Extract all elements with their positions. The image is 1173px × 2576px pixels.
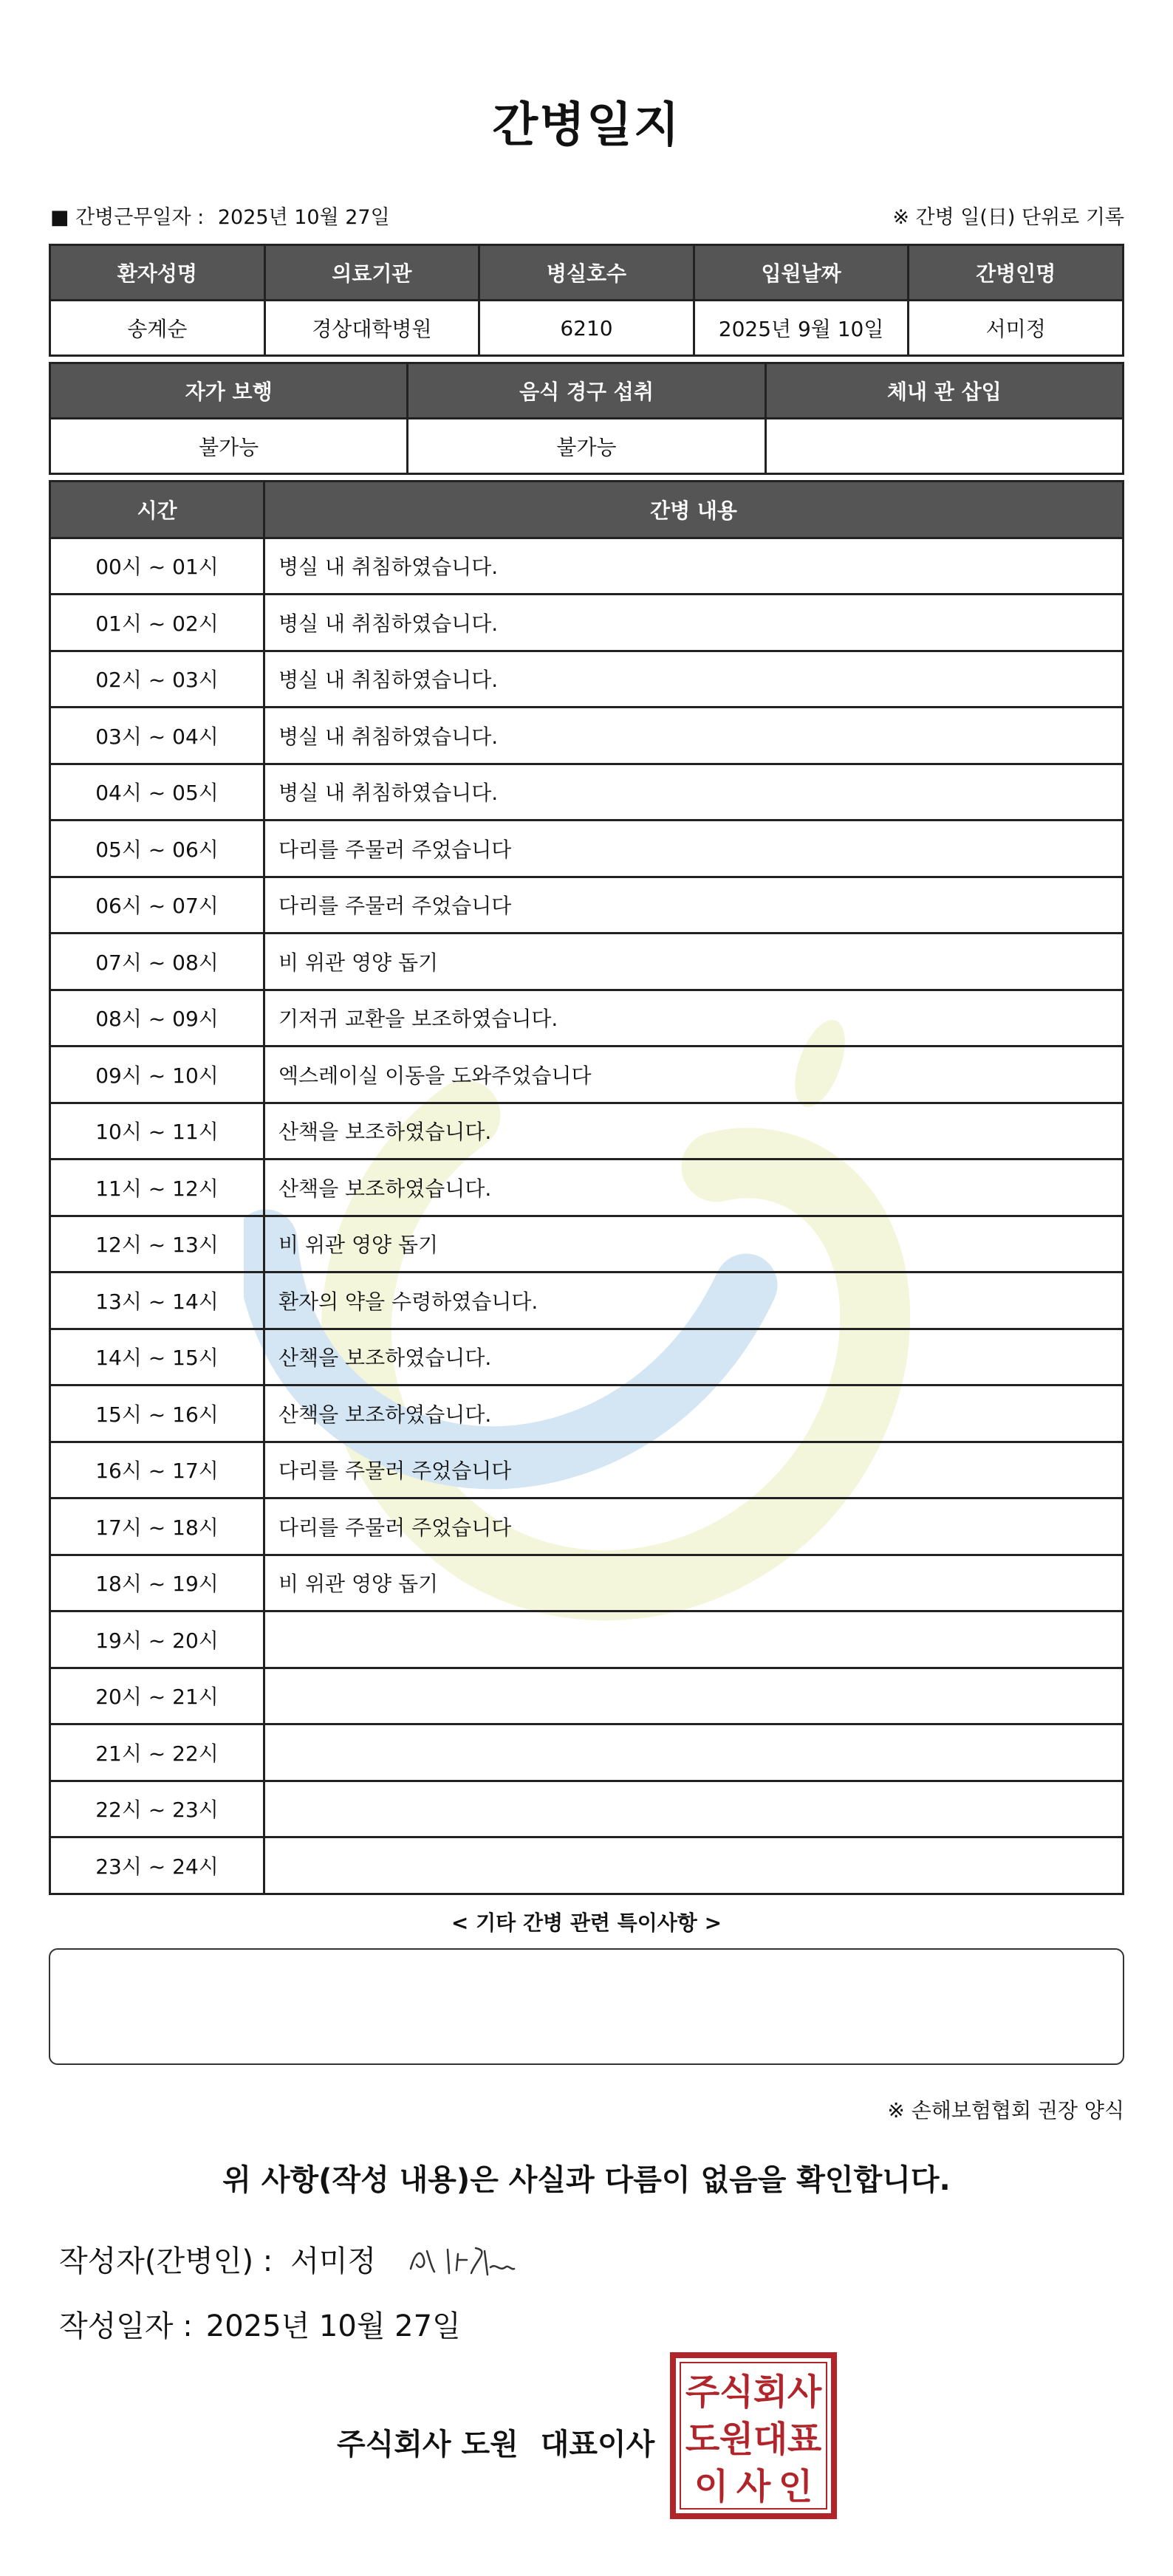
writer-name: 서미정 bbox=[290, 2244, 377, 2278]
content-cell: 산책을 보조하였습니다. bbox=[264, 1159, 1124, 1216]
header-hospital: 의료기관 bbox=[264, 245, 479, 301]
confirmation-statement: 위 사항(작성 내용)은 사실과 다름이 없음을 확인합니다. bbox=[222, 2163, 951, 2197]
time-cell: 19시 ~ 20시 bbox=[50, 1611, 264, 1668]
work-date bbox=[50, 201, 390, 230]
header-tube: 체내 관 삽입 bbox=[765, 363, 1123, 419]
time-cell: 07시 ~ 08시 bbox=[50, 934, 264, 990]
table-row bbox=[50, 877, 1124, 934]
header-care-content: 간병 내용 bbox=[264, 482, 1124, 538]
table-row bbox=[50, 1385, 1124, 1442]
time-cell: 03시 ~ 04시 bbox=[50, 708, 264, 764]
svg-text:이: 이 bbox=[694, 2466, 729, 2507]
svg-text:회: 회 bbox=[753, 2371, 788, 2413]
content-cell: 기저귀 교환을 보조하였습니다. bbox=[264, 990, 1124, 1046]
table-row bbox=[50, 1498, 1124, 1555]
admission-date: 2025년 9월 10일 bbox=[694, 301, 909, 356]
content-cell: 비 위관 영양 돕기 bbox=[264, 1216, 1124, 1272]
time-cell: 17시 ~ 18시 bbox=[50, 1498, 264, 1555]
time-cell: 06시 ~ 07시 bbox=[50, 877, 264, 934]
svg-text:도: 도 bbox=[685, 2419, 720, 2460]
time-cell: 04시 ~ 05시 bbox=[50, 764, 264, 821]
header-patient-name: 환자성명 bbox=[50, 245, 265, 301]
time-cell: 00시 ~ 01시 bbox=[50, 538, 264, 595]
svg-text:대: 대 bbox=[753, 2419, 788, 2460]
content-cell bbox=[264, 1668, 1124, 1724]
content-cell: 비 위관 영양 돕기 bbox=[264, 934, 1124, 990]
table-row bbox=[50, 1216, 1124, 1272]
content-cell: 산책을 보조하였습니다. bbox=[264, 1385, 1124, 1442]
table-row bbox=[50, 821, 1124, 877]
company-name: 주식회사 도원 bbox=[337, 2428, 519, 2462]
table-row bbox=[50, 934, 1124, 990]
header-time: 시간 bbox=[50, 482, 264, 538]
time-cell: 15시 ~ 16시 bbox=[50, 1385, 264, 1442]
header-oral-intake: 음식 경구 섭취 bbox=[408, 363, 765, 419]
table-row bbox=[50, 1159, 1124, 1216]
table-row bbox=[50, 1272, 1124, 1329]
header-walking: 자가 보행 bbox=[50, 363, 408, 419]
header-caregiver-name: 간병인명 bbox=[909, 245, 1124, 301]
table-row bbox=[50, 1329, 1124, 1385]
time-cell: 18시 ~ 19시 bbox=[50, 1555, 264, 1611]
patient-name: 송계순 bbox=[50, 301, 265, 356]
table-row bbox=[50, 1442, 1124, 1498]
content-cell: 병실 내 취침하였습니다. bbox=[264, 595, 1124, 651]
room-number: 6210 bbox=[479, 301, 694, 356]
table-row bbox=[50, 708, 1124, 764]
content-cell: 다리를 주물러 주었습니다 bbox=[264, 1498, 1124, 1555]
time-cell: 23시 ~ 24시 bbox=[50, 1837, 264, 1894]
tube-status bbox=[765, 419, 1123, 474]
time-cell: 16시 ~ 17시 bbox=[50, 1442, 264, 1498]
table-row bbox=[50, 538, 1124, 595]
table-row bbox=[50, 1046, 1124, 1103]
record-unit-note: ※ 간병 일(日) 단위로 기록 bbox=[892, 206, 1124, 229]
patient-info-table bbox=[49, 244, 1124, 357]
time-cell: 12시 ~ 13시 bbox=[50, 1216, 264, 1272]
time-cell: 01시 ~ 02시 bbox=[50, 595, 264, 651]
table-row bbox=[50, 651, 1124, 708]
svg-text:사: 사 bbox=[787, 2371, 822, 2413]
time-cell: 13시 ~ 14시 bbox=[50, 1272, 264, 1329]
content-cell: 환자의 약을 수령하였습니다. bbox=[264, 1272, 1124, 1329]
work-date-label: ■ 간병근무일자 : bbox=[50, 206, 205, 229]
time-cell: 11시 ~ 12시 bbox=[50, 1159, 264, 1216]
company-line bbox=[337, 2421, 654, 2463]
work-date-value: 2025년 10월 27일 bbox=[217, 206, 390, 229]
svg-text:인: 인 bbox=[778, 2466, 813, 2507]
content-cell: 산책을 보조하였습니다. bbox=[264, 1103, 1124, 1159]
content-cell: 비 위관 영양 돕기 bbox=[264, 1555, 1124, 1611]
time-cell: 09시 ~ 10시 bbox=[50, 1046, 264, 1103]
content-cell: 병실 내 취침하였습니다. bbox=[264, 764, 1124, 821]
content-cell: 병실 내 취침하였습니다. bbox=[264, 708, 1124, 764]
patient-status-table bbox=[49, 362, 1124, 475]
table-row bbox=[50, 1724, 1124, 1781]
table-row bbox=[50, 1103, 1124, 1159]
table-row bbox=[50, 1555, 1124, 1611]
time-cell: 22시 ~ 23시 bbox=[50, 1781, 264, 1837]
svg-text:원: 원 bbox=[719, 2419, 754, 2460]
time-cell: 05시 ~ 06시 bbox=[50, 821, 264, 877]
content-cell: 다리를 주물러 주었습니다 bbox=[264, 877, 1124, 934]
time-cell: 02시 ~ 03시 bbox=[50, 651, 264, 708]
content-cell bbox=[264, 1724, 1124, 1781]
handwritten-signature bbox=[405, 2238, 538, 2282]
company-seal-stamp bbox=[668, 2351, 838, 2521]
table-row bbox=[50, 990, 1124, 1046]
table-row bbox=[50, 764, 1124, 821]
table-row bbox=[50, 1837, 1124, 1894]
time-cell: 20시 ~ 21시 bbox=[50, 1668, 264, 1724]
content-cell: 엑스레이실 이동을 도와주었습니다 bbox=[264, 1046, 1124, 1103]
svg-text:표: 표 bbox=[787, 2419, 822, 2460]
header-room: 병실호수 bbox=[479, 245, 694, 301]
content-cell: 산책을 보조하였습니다. bbox=[264, 1329, 1124, 1385]
notes-title: < 기타 간병 관련 특이사항 > bbox=[451, 1911, 722, 1935]
oral-intake-status: 불가능 bbox=[408, 419, 765, 474]
table-row bbox=[50, 1668, 1124, 1724]
notes-box bbox=[49, 1948, 1124, 2065]
page-title: 간병일지 bbox=[492, 98, 681, 153]
content-cell: 병실 내 취침하였습니다. bbox=[264, 538, 1124, 595]
time-cell: 10시 ~ 11시 bbox=[50, 1103, 264, 1159]
time-cell: 14시 ~ 15시 bbox=[50, 1329, 264, 1385]
time-cell: 08시 ~ 09시 bbox=[50, 990, 264, 1046]
caregiver-name: 서미정 bbox=[909, 301, 1124, 356]
walking-status: 불가능 bbox=[50, 419, 408, 474]
writer-label: 작성자(간병인) : bbox=[59, 2244, 273, 2278]
hospital: 경상대학병원 bbox=[264, 301, 479, 356]
content-cell bbox=[264, 1837, 1124, 1894]
table-row bbox=[50, 1611, 1124, 1668]
content-cell: 다리를 주물러 주었습니다 bbox=[264, 1442, 1124, 1498]
time-cell: 21시 ~ 22시 bbox=[50, 1724, 264, 1781]
svg-text:식: 식 bbox=[719, 2371, 754, 2413]
write-date-line bbox=[59, 2303, 461, 2345]
content-cell: 다리를 주물러 주었습니다 bbox=[264, 821, 1124, 877]
writer-line bbox=[59, 2238, 376, 2280]
content-cell: 병실 내 취침하였습니다. bbox=[264, 651, 1124, 708]
write-date-label: 작성일자 : bbox=[59, 2309, 193, 2343]
svg-text:주: 주 bbox=[685, 2371, 720, 2413]
table-row bbox=[50, 1781, 1124, 1837]
svg-text:사: 사 bbox=[736, 2466, 771, 2507]
write-date-value: 2025년 10월 27일 bbox=[205, 2309, 461, 2343]
care-log-table bbox=[49, 480, 1124, 1895]
header-admission-date: 입원날짜 bbox=[694, 245, 909, 301]
form-source-note: ※ 손해보험협회 권장 양식 bbox=[887, 2098, 1124, 2123]
company-role: 대표이사 bbox=[540, 2428, 655, 2462]
table-row bbox=[50, 595, 1124, 651]
content-cell bbox=[264, 1781, 1124, 1837]
content-cell bbox=[264, 1611, 1124, 1668]
